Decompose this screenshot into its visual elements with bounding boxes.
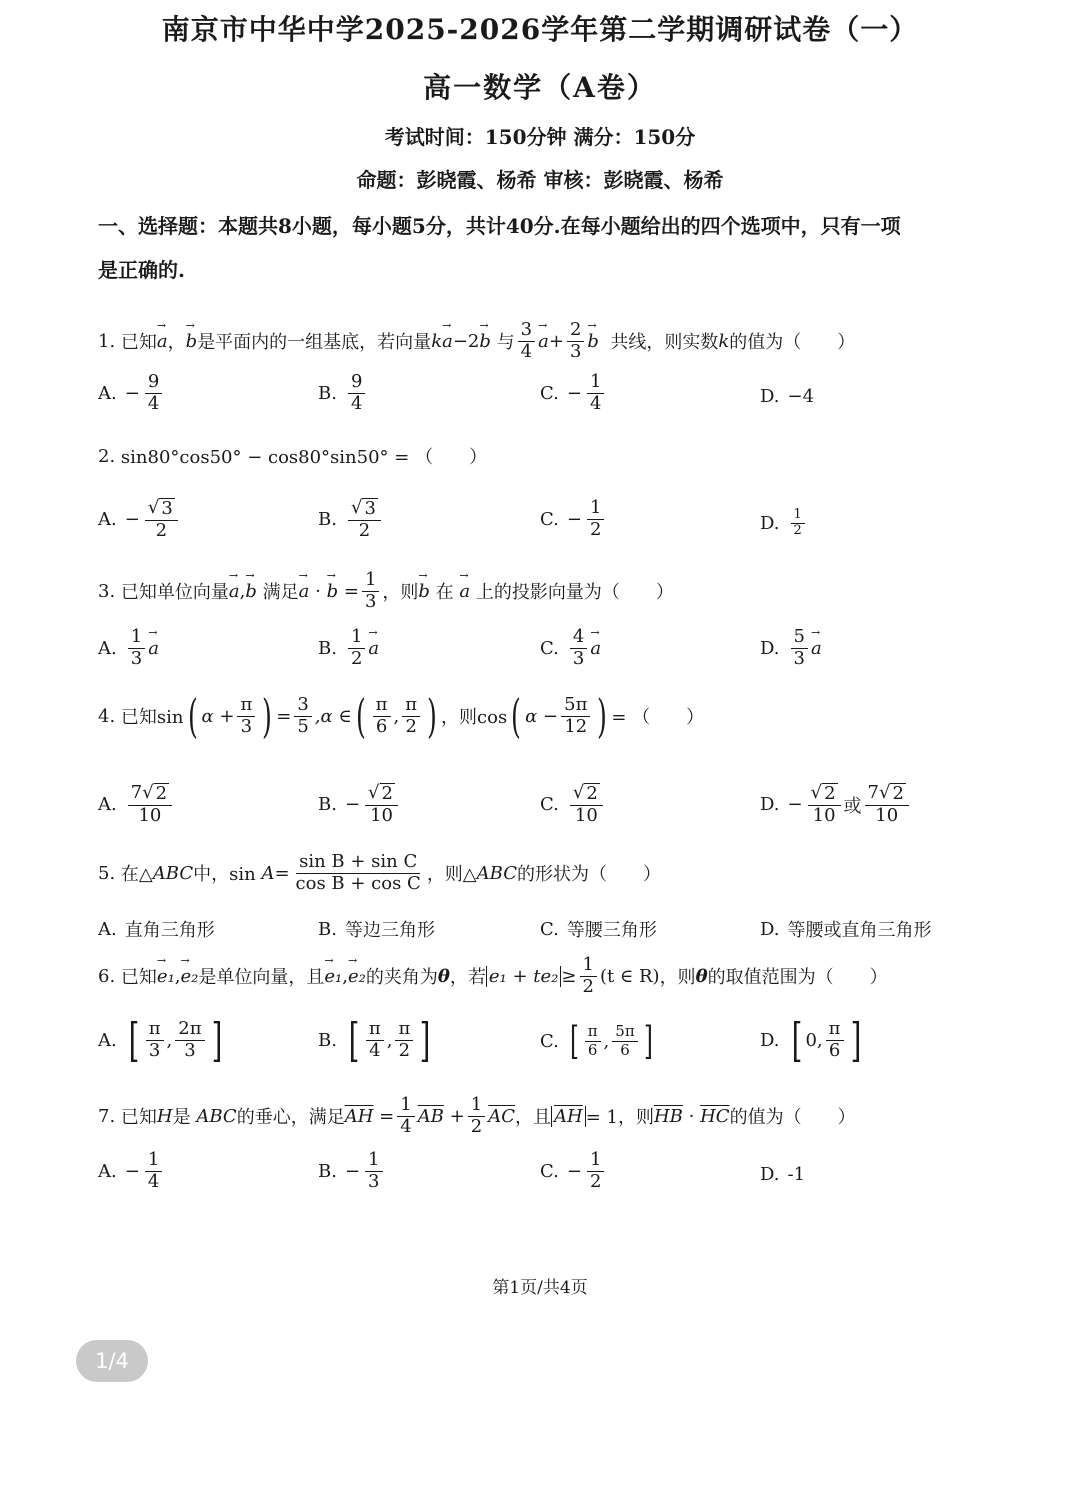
question-3-option-d[interactable]: D. $\frac{5}{3}$ → a: [760, 627, 822, 669]
stem-text: +: [548, 330, 564, 352]
stem-text: 的取值范围为（ ）: [707, 967, 888, 989]
abs-expression: e₁ + te₂: [486, 966, 562, 987]
var-h: H: [156, 1105, 173, 1127]
stem-text: ,: [174, 965, 181, 987]
question-5-stem: [98, 852, 661, 894]
stem-text: 已知sin: [120, 707, 184, 728]
vector-hc: $\overline{HC}$: [700, 1105, 730, 1127]
stem-text: ·: [688, 1105, 695, 1127]
stem-text: 的值为（ ）: [729, 332, 856, 354]
question-2-option-d[interactable]: D. $\frac{1}{2}$: [760, 508, 808, 539]
fraction: $\frac{2}{3}$: [567, 320, 584, 362]
question-5-option-a[interactable]: A. 直角三角形: [98, 918, 215, 941]
vector-a: → a: [442, 331, 453, 352]
stem-text: ，: [167, 332, 186, 354]
question-3-option-a[interactable]: A. $\frac{1}{3}$ → a: [98, 627, 159, 669]
fraction: $\frac{1}{2}$: [580, 955, 597, 997]
var-theta: θ: [437, 965, 450, 987]
question-number: 6.: [98, 965, 116, 987]
stem-text: 是平面内的一组基底，若向量: [197, 332, 432, 354]
stem-text: 在△: [120, 864, 153, 886]
stem-text: ,: [342, 965, 349, 987]
var-theta: θ: [695, 965, 708, 987]
question-number: 3.: [98, 580, 116, 602]
stem-text: α −: [525, 705, 559, 727]
question-number: 2.: [98, 445, 116, 467]
stem-text: =: [343, 580, 359, 602]
vector-ah: $\overline{AH}$: [344, 1105, 374, 1127]
stem-text: =: [274, 862, 290, 884]
question-6-option-a[interactable]: A. [ $\frac{\pi}{3}$ , $\frac{2\pi}{3}$ ]: [98, 1013, 222, 1067]
fraction: $\frac{1}{2}$: [468, 1095, 485, 1137]
stem-text: 的形状为（ ）: [517, 864, 661, 886]
vector-a: → a: [157, 331, 168, 352]
question-1-option-c[interactable]: C. − $\frac{1}{4}$: [540, 372, 607, 414]
question-3-option-c[interactable]: C. $\frac{4}{3}$ → a: [540, 627, 601, 669]
vector-b: → b: [479, 331, 491, 352]
stem-text: +: [449, 1105, 465, 1127]
question-6-option-d[interactable]: D. [ 0 , $\frac{\pi}{6}$ ]: [760, 1013, 861, 1067]
question-7-option-a[interactable]: A. − $\frac{1}{4}$: [98, 1150, 165, 1192]
question-6-option-c[interactable]: C. [ $\frac{\pi}{6}$ , $\frac{5\pi}{6}$ ]: [540, 1019, 653, 1063]
stem-text: ，则: [659, 967, 696, 989]
page-title: 南京市中华中学2025-2026学年第二学期调研试卷（一）: [161, 13, 919, 46]
stem-text: ，则: [382, 582, 419, 604]
question-7-option-b[interactable]: B. − $\frac{1}{3}$: [318, 1150, 386, 1192]
question-4-option-c[interactable]: C. √ 2 10: [540, 783, 606, 826]
stem-text: −2: [452, 330, 480, 352]
var-k: k: [431, 330, 443, 352]
stem-text: = 1，则: [585, 1107, 654, 1129]
stem-text: 的垂心，满足: [236, 1107, 345, 1129]
authors-line: 命题：彭晓霞、杨希 审核：彭晓霞、杨希: [356, 168, 724, 192]
question-6-stem: [98, 955, 888, 997]
question-4-stem: 4. 已知sin ( α + $\frac{\pi}{3}$ ) = $\frac{3}{5}$ ,α ∈ ( $\frac{\pi}{6}$ , $\frac{\pi}{2}$ ) ，则cos ( α − $\frac{5\pi}{12}$ ) = （ ）: [98, 689, 705, 743]
question-4-option-b[interactable]: B. − √ 2 10: [318, 783, 401, 826]
question-3-stem: [98, 570, 674, 612]
stem-text: ABC: [476, 862, 517, 884]
question-1-stem: [98, 320, 855, 362]
vector-b: → b: [186, 331, 198, 352]
fraction: $\frac{3}{5}$: [294, 695, 311, 737]
fraction: $\frac{\pi}{6}$: [373, 695, 391, 737]
fraction: $\frac{\pi}{2}$: [402, 695, 420, 737]
question-number: 4.: [98, 705, 116, 727]
stem-text: 是: [172, 1107, 191, 1129]
stem-text: ，则△: [426, 864, 477, 886]
question-5-option-c[interactable]: C. 等腰三角形: [540, 918, 657, 941]
vector-a: → a: [299, 581, 310, 602]
question-1-option-a[interactable]: A. − $\frac{9}{4}$: [98, 372, 165, 414]
vector-hb: $\overline{HB}$: [653, 1105, 683, 1127]
stem-text: ≥: [561, 965, 577, 987]
question-4-option-a[interactable]: A. 7√ 2 10: [98, 783, 175, 826]
question-4-option-d[interactable]: D. − √ 2 10 或 7√ 2 10: [760, 783, 912, 826]
question-number: 1.: [98, 330, 116, 352]
question-1-option-d[interactable]: D. −4: [760, 386, 815, 407]
vector-a: → a: [459, 581, 470, 602]
vector-b: → b: [587, 331, 599, 352]
question-2-option-a[interactable]: A. − √ 3 2: [98, 498, 181, 541]
question-5-option-d[interactable]: D. 等腰或直角三角形: [760, 918, 932, 941]
stem-text: 已知单位向量: [120, 582, 229, 604]
stem-text: =: [276, 705, 292, 727]
vector-e2: → e₂: [348, 966, 366, 987]
question-number: 5.: [98, 862, 116, 884]
stem-text: 已知: [120, 1107, 157, 1129]
stem-text: 是单位向量，且: [198, 967, 325, 989]
question-7-option-d[interactable]: D. -1: [760, 1164, 806, 1185]
fraction: $\frac{3}{4}$: [518, 320, 535, 362]
vector-e1: → e₁: [324, 966, 342, 987]
stem-text: 共线，则实数: [610, 332, 719, 354]
section-header-line2: 是正确的.: [98, 258, 185, 282]
stem-text: 与: [496, 332, 515, 354]
question-2-option-c[interactable]: C. − $\frac{1}{2}$: [540, 498, 607, 540]
question-1-option-b[interactable]: B. $\frac{9}{4}$: [318, 372, 368, 414]
stem-text: (t ∈ R): [599, 965, 660, 987]
triangle-abc: ABC: [196, 1105, 237, 1127]
fraction: $\frac{1}{3}$: [362, 570, 379, 612]
question-5-option-b[interactable]: B. 等边三角形: [318, 918, 435, 941]
vector-b: → b: [327, 581, 339, 602]
fraction: $\frac{5\pi}{12}$: [561, 695, 590, 737]
stem-text: = （ ）: [611, 707, 705, 728]
stem-text: ,: [239, 580, 246, 602]
stem-text: sin80°cos50° − cos80°sin50° = （ ）: [120, 447, 488, 468]
stem-text: ，若: [449, 967, 486, 989]
stem-text: A: [261, 862, 275, 884]
stem-text: ·: [315, 580, 321, 602]
stem-text: =: [379, 1105, 395, 1127]
vector-ac: $\overline{AC}$: [488, 1105, 515, 1127]
page-footer: 第1页/共4页: [492, 1278, 588, 1298]
abs-vector-ah: $\overline{AH}$: [551, 1106, 586, 1127]
stem-text: 已知: [120, 967, 157, 989]
question-6-option-b[interactable]: B. [ $\frac{\pi}{4}$ , $\frac{\pi}{2}$ ]: [318, 1013, 431, 1067]
vector-e2: → e₂: [181, 966, 199, 987]
stem-text: 上的投影向量为（ ）: [475, 582, 674, 604]
section-header-line1: 一、选择题：本题共8小题，每小题5分，共计40分.在每小题给出的四个选项中，只有一项: [98, 214, 901, 238]
vector-a: → a: [229, 581, 240, 602]
stem-text: 的值为（ ）: [729, 1107, 856, 1129]
page-subtitle: 高一数学（A卷）: [423, 71, 657, 104]
stem-text: 满足: [262, 582, 299, 604]
stem-text: ABC: [152, 862, 194, 884]
page-indicator: 1/4: [76, 1340, 148, 1382]
fraction: $\frac{1}{4}$: [397, 1095, 414, 1137]
vector-e1: → e₁: [157, 966, 175, 987]
question-2-option-b[interactable]: B. √ 3 2: [318, 498, 384, 541]
vector-b: → b: [418, 581, 430, 602]
stem-text: α +: [201, 705, 235, 727]
exam-info: 考试时间：150分钟 满分：150分: [384, 125, 696, 149]
stem-text: ，且: [514, 1107, 551, 1129]
question-7-stem: [98, 1095, 856, 1137]
vector-a: → a: [538, 331, 549, 352]
fraction: $\frac{\text{sin B + sin C}}{\text{cos B + cos C}}$: [295, 851, 421, 894]
question-3-option-b[interactable]: B. $\frac{1}{2}$ → a: [318, 627, 379, 669]
stem-text: 在: [435, 582, 454, 604]
stem-text: 的夹角为: [365, 967, 438, 989]
stem-text: ，则cos: [441, 707, 508, 728]
vector-ab: $\overline{AB}$: [417, 1105, 444, 1127]
stem-text: 中，sin: [193, 864, 256, 886]
vector-b: → b: [245, 581, 257, 602]
stem-text: ,α ∈: [314, 705, 352, 727]
section-header: [98, 204, 998, 292]
question-number: 7.: [98, 1105, 116, 1127]
question-7-option-c[interactable]: C. − $\frac{1}{2}$: [540, 1150, 607, 1192]
fraction: $\frac{\pi}{3}$: [237, 695, 255, 737]
question-2-stem: [98, 443, 487, 469]
stem-text: 已知: [120, 332, 157, 354]
var-k: k: [718, 330, 730, 352]
